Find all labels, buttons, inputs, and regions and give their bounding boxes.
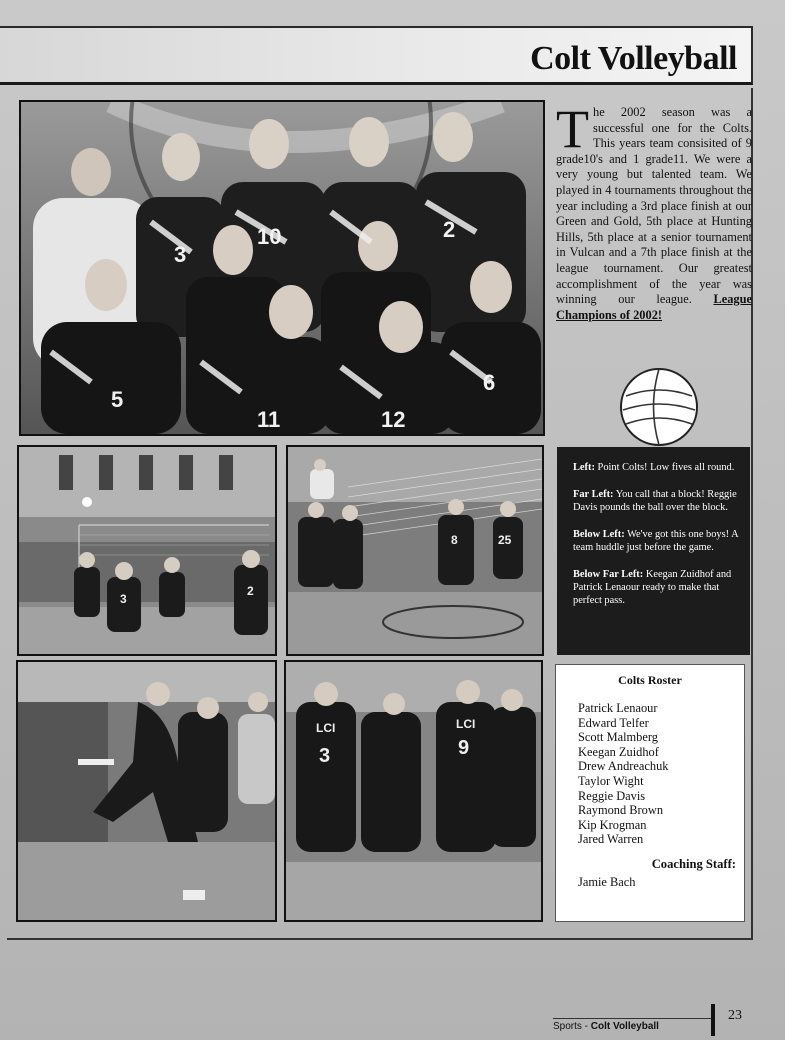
coaching-staff-title: Coaching Staff: [651,857,736,871]
jersey-label: LCI [456,717,476,731]
roster-player: Jared Warren [578,832,644,847]
jersey-label: LCI [316,721,336,735]
footer-label: Sports - Colt Volleyball [553,1021,659,1032]
page-title: Colt Volleyball [530,40,737,77]
jersey-number: 6 [483,370,496,395]
pass-ready-photo [16,660,277,922]
champions-line: League Champions of 2002! [556,292,752,322]
huddle-photo-art [286,662,541,920]
high-five-photo-art [288,447,542,654]
block-photo [17,445,277,656]
roster-player: Edward Telfer [578,715,649,730]
roster-player: Kip Krogman [578,817,647,832]
intro-paragraph [556,99,752,395]
roster-player: Raymond Brown [578,803,664,818]
jersey-number: 3 [319,745,331,767]
coaching-staff-name: Jamie Bach [578,875,636,889]
roster-player: Drew Andreachuk [578,759,669,774]
roster-box [555,664,745,922]
jersey-number: 25 [498,533,512,547]
caption-far-left: Far Left: You call that a block! Reggie Davis pounds the ball over the block. [573,489,737,513]
high-five-photo [286,445,544,656]
jersey-number: 5 [111,387,124,412]
page-number: 23 [728,1008,742,1023]
huddle-photo [284,660,543,922]
roster-player: Keegan Zuidhof [578,744,659,759]
jersey-number: 9 [458,737,470,759]
footer-bar [711,1004,715,1036]
caption-left: Left: Point Colts! Low fives all round. [573,462,735,473]
pass-ready-photo-art [18,662,275,920]
team-photo [19,100,545,436]
team-photo-art [21,102,543,434]
footer-divider [553,1018,711,1019]
roster-player: Taylor Wight [578,773,644,788]
jersey-number: 8 [451,533,458,547]
roster-player: Patrick Lenaour [578,701,658,715]
caption-below-far-left: Below Far Left: Keegan Zuidhof and Patrick Lenaour ready to make that perfect pass. [573,569,732,606]
roster-title: Colts Roster [618,673,682,687]
title-band [0,26,753,85]
drop-cap: T [556,99,589,159]
jersey-number: 2 [443,217,456,242]
block-photo-art [19,447,275,654]
caption-below-left: Below Left: We've got this one boys! A team huddle just before the game. [573,529,739,553]
jersey-number: 12 [381,407,406,432]
jersey-number: 3 [174,242,187,267]
intro-body: he 2002 season was a successful one for the Colts. This years team consisited of 9 grade10's and 1 grade11. We were a very young but talented team. We played in 4 tournaments throughout the year including a 3rd place finish at our Green and Gold, 5th place at Hunting Hills, 5th place at a senior tournament in Vulcan and a 7th place finish at the league tournament. Our greatest accomplishment of the year was winning our league. [556,105,752,307]
roster-player: Scott Malmberg [578,730,658,745]
photo-captions [557,447,750,655]
jersey-number: 10 [257,224,282,249]
roster-list [578,701,669,847]
jersey-number: 2 [247,584,254,598]
footer-title: Colt Volleyball [590,1021,659,1032]
jersey-number: 3 [120,592,127,606]
jersey-number: 11 [257,407,281,432]
volleyball-icon [618,366,700,448]
roster-player: Reggie Davis [578,788,646,803]
